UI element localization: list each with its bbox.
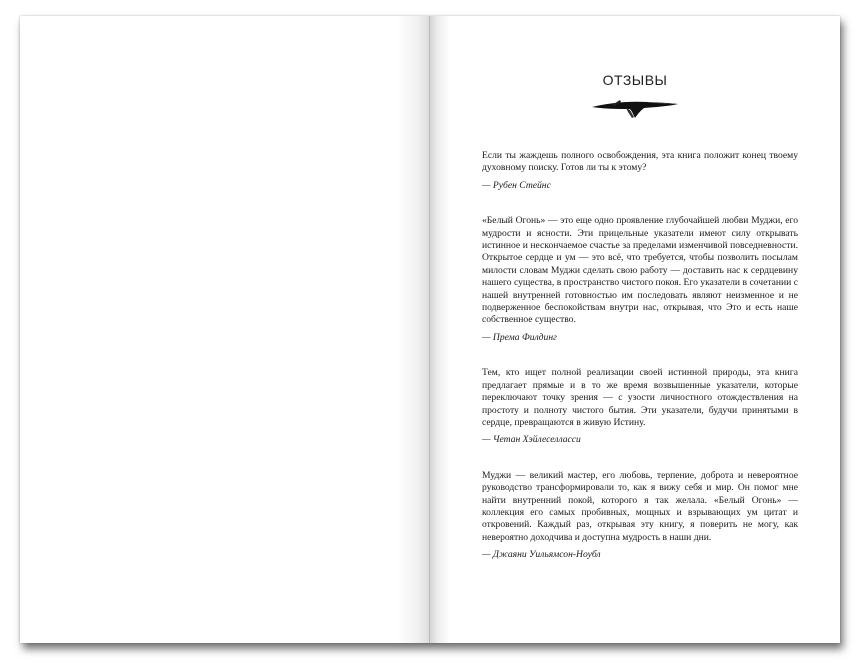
review-item [482,470,798,562]
review-author: — Джаяни Уильямсон-Ноубл [482,549,601,561]
left-page-blank [20,16,430,643]
review-item [482,367,798,446]
review-item [482,215,798,344]
review-text: Если ты жаждешь полного освобождения, эта книга положит конец твоему духовному поиску. Готов ли ты к этому? [482,150,798,174]
right-page [430,16,840,643]
review-text: «Белый Огонь» — это еще одно проявление глубочайшей любви Муджи, его мудрости и ясности. Эти прицельные указатели имеют силу открывать истинное и нескончаемое счастье за пределами изменчивой повседневности. Открытое сердце и ум — это всё, что требуется, чтобы позволить посылам милости словам Муджи сделать свою работу — доставить нас к сердцевину нашего существа, в пространство чистого покоя. Его указатели в сочетании с нашей внутренней готовностью им последовать являют неизменное и не подверженное беспокойствам внутри нас, открывая, что Это и есть наше собственное существо. [482,215,798,326]
brush-stroke-ornament-icon [590,96,680,122]
review-text: Муджи — великий мастер, его любовь, терпение, доброта и невероятное руководство трансформировали то, как я вижу себя и мир. Он помог мне найти внутренний покой, которого я так желала. «Белый Огонь» — коллекция его самых пробивных, мощных и взрывающих ум цитат и откровений. Каждый раз, открывая эту книгу, я поверить не могу, как невероятно доходчива и доступна мудрость в наши дни. [482,469,798,543]
page-title: ОТЗЫВЫ [602,72,668,88]
review-item [482,150,798,192]
review-author: — Рубен Стейнс [482,179,551,191]
reviews-list [482,150,798,585]
review-author: — Према Филдинг [482,331,557,343]
review-text: Тем, кто ищет полной реализации своей истинной природы, эта книга предлагает прямые и в то же время возвышенные указатели, которые переключают точку зрения — с узости личностного отождествления на простоту и полноту чистого бытия. Эти указатели, будучи принятыми в сердце, превращаются в живую Истину. [482,367,798,428]
book-spread [20,16,840,643]
review-author: — Четан Хэйлеселласси [482,434,581,446]
